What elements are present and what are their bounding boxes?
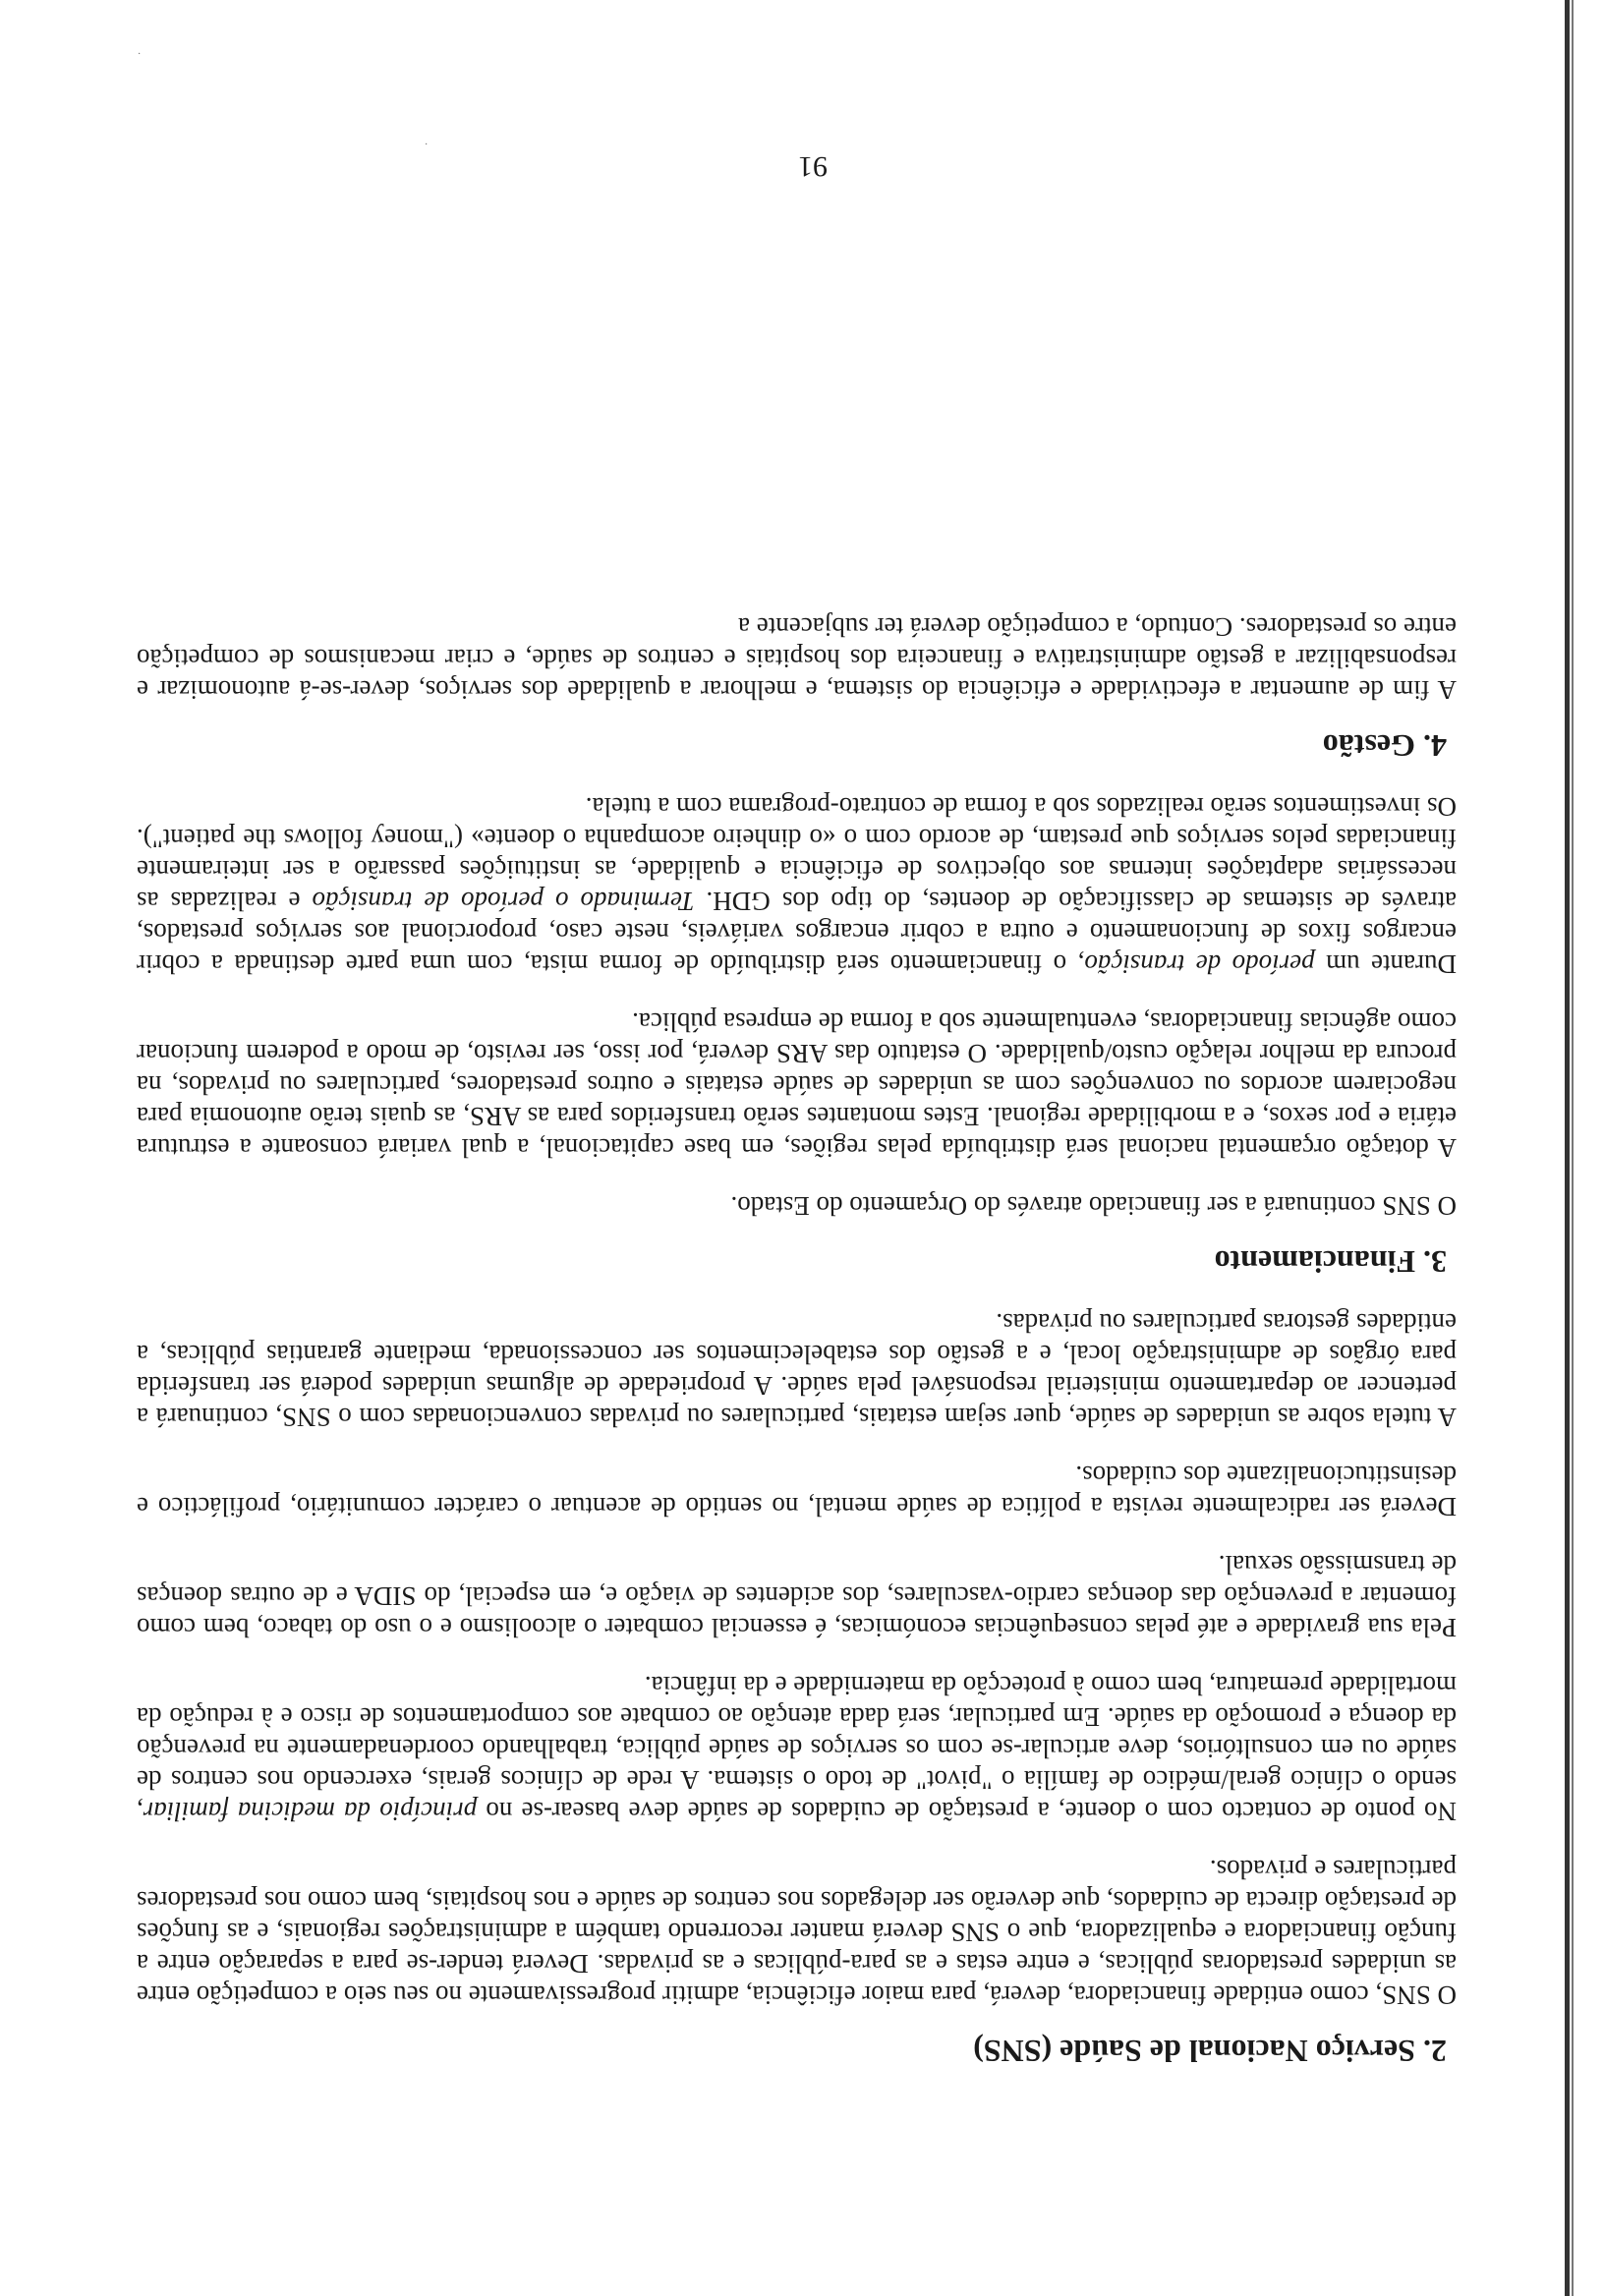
text-run: No ponto de contacto com o doente, a prestação de cuidados de saúde deve basear-se no xyxy=(477,1797,1457,1826)
italic-text: princípio da medicina familiar xyxy=(143,1797,478,1826)
paragraph xyxy=(137,611,1457,706)
text-run: O SNS continuará a ser financiado através do Orçamento do Estado. xyxy=(730,1191,1457,1221)
paragraph xyxy=(137,1670,1457,1827)
page-number: 91 xyxy=(798,150,828,183)
scan-speck: · xyxy=(425,140,429,150)
section-heading: 3. Financiamento xyxy=(1214,1244,1447,1280)
section-heading: 4. Gestão xyxy=(1322,728,1447,764)
paragraph xyxy=(137,1006,1457,1164)
paragraph xyxy=(137,1549,1457,1643)
text-run: A dotação orçamental nacional será distribuída pelas regiões, em base capitacional, a qual variará consoante a estrutura etária e por sexos, e a morbilidade regional. Estes montantes serão transferidos para as ARS, as quais terão autonomia para negociarem acordos ou convenções com as unidades de saúde estatais e outros prestadores, particulares ou privados, na procura da melhor relação custo/qualidade. O estatuto das ARS deverá, por isso, ser revisto, de modo a poderem funcionar como agências financiadoras, eventualmente sob a forma de empresa pública. xyxy=(137,1007,1457,1163)
text-run: A tutela sobre as unidades de saúde, quer sejam estatais, particulares ou privadas convencionadas com o SNS, continuará a pertencer ao departamento ministerial responsável pela saúde. A propriedade de algumas unidades poderá ser transferida para órgãos de administração local, e a gestão dos estabelecimentos ser concessionada, mediante garantias públicas, a entidades gestoras particulares ou privadas. xyxy=(137,1308,1457,1432)
section-heading: 2. Serviço Nacional de Saúde (SNS) xyxy=(973,2034,1447,2069)
paragraph xyxy=(137,1460,1457,1522)
text-run: Durante um xyxy=(1314,949,1457,979)
text-run: , o financiamento será distribuído de forma mista, com uma parte destinada a cobrir encargos fixos de funcionamento e outra a cobrir encargos variáveis, neste caso, proporcional aos serviços prestados, através de sistemas de classificação de doentes, do tipo dos GDH. xyxy=(137,887,1457,979)
italic-text: Terminado o período de transição xyxy=(312,887,695,916)
paragraph xyxy=(137,1307,1457,1433)
italic-text: período de transição xyxy=(1084,949,1315,979)
document-body xyxy=(137,585,1457,2070)
text-run: O SNS, como entidade financiadora, deverá, para maior eficiência, admitir progressivamente no seu seio a competição entre as unidades prestadoras públicas, e entre estas e as para-públicas e as privadas. Deverá tender-se para a separação entre a função financiadora e equalizadora, que o SNS deverá manter recorrendo também a administrações regionais, e as funções de prestação directa de cuidados, que deverão ser delegados nos centros de saúde e nos hospitais, bem como nos prestadores particulares e privados. xyxy=(137,1855,1457,2010)
text-run: A fim de aumentar a efectividade e eficiência do sistema, e melhorar a qualidade dos serviços, dever-se-á autonomizar e responsabilizar a gestão administrativa e financeira dos hospitais e centros de saúde, e criar mecanismos de competição entre os prestadores. Contudo, a competição deverá ter subjacente a xyxy=(137,612,1457,705)
text-run: Pela sua gravidade e até pelas consequências económicas, é essencial combater o alcoolismo e o uso do tabaco, bem como fomentar a prevenção das doenças cardio-vasculares, dos acidentes de viação e, em especial, do SIDA e de outras doenças de transmissão sexual. xyxy=(137,1550,1457,1642)
paragraph xyxy=(137,791,1457,980)
text-run: Deverá ser radicalmente revista a política de saúde mental, no sentido de acentuar o carácter comunitário, profiláctico e desinstitucionalizante dos cuidados. xyxy=(137,1461,1457,1521)
text-run: e realizadas as necessárias adaptações internas aos objectivos de eficiência e qualidade, as instituições passarão a ser inteiramente financiadas pelos serviços que prestam, de acordo com o «o dinheiro acompanha o doente» ("money follows the patient"). Os investimentos serão realizados sob a forma de contrato-programa com a tutela. xyxy=(137,792,1457,916)
paragraph xyxy=(137,1190,1457,1222)
scan-speck: · xyxy=(138,49,142,60)
text-run: , sendo o clínico geral/médico de família o "pivot" de todo o sistema. A rede de clínicos gerais, exercendo nos centros de saúde ou em consultórios, deve articular-se com os serviços de saúde pública, trabalhando coordenadamente na prevenção da doença e promoção da saúde. Em particular, será dada atenção ao combate aos comportamentos de risco e à redução da mortalidade prematura, bem como à protecção da maternidade e da infância. xyxy=(136,1671,1457,1826)
paragraph xyxy=(137,1854,1457,2011)
